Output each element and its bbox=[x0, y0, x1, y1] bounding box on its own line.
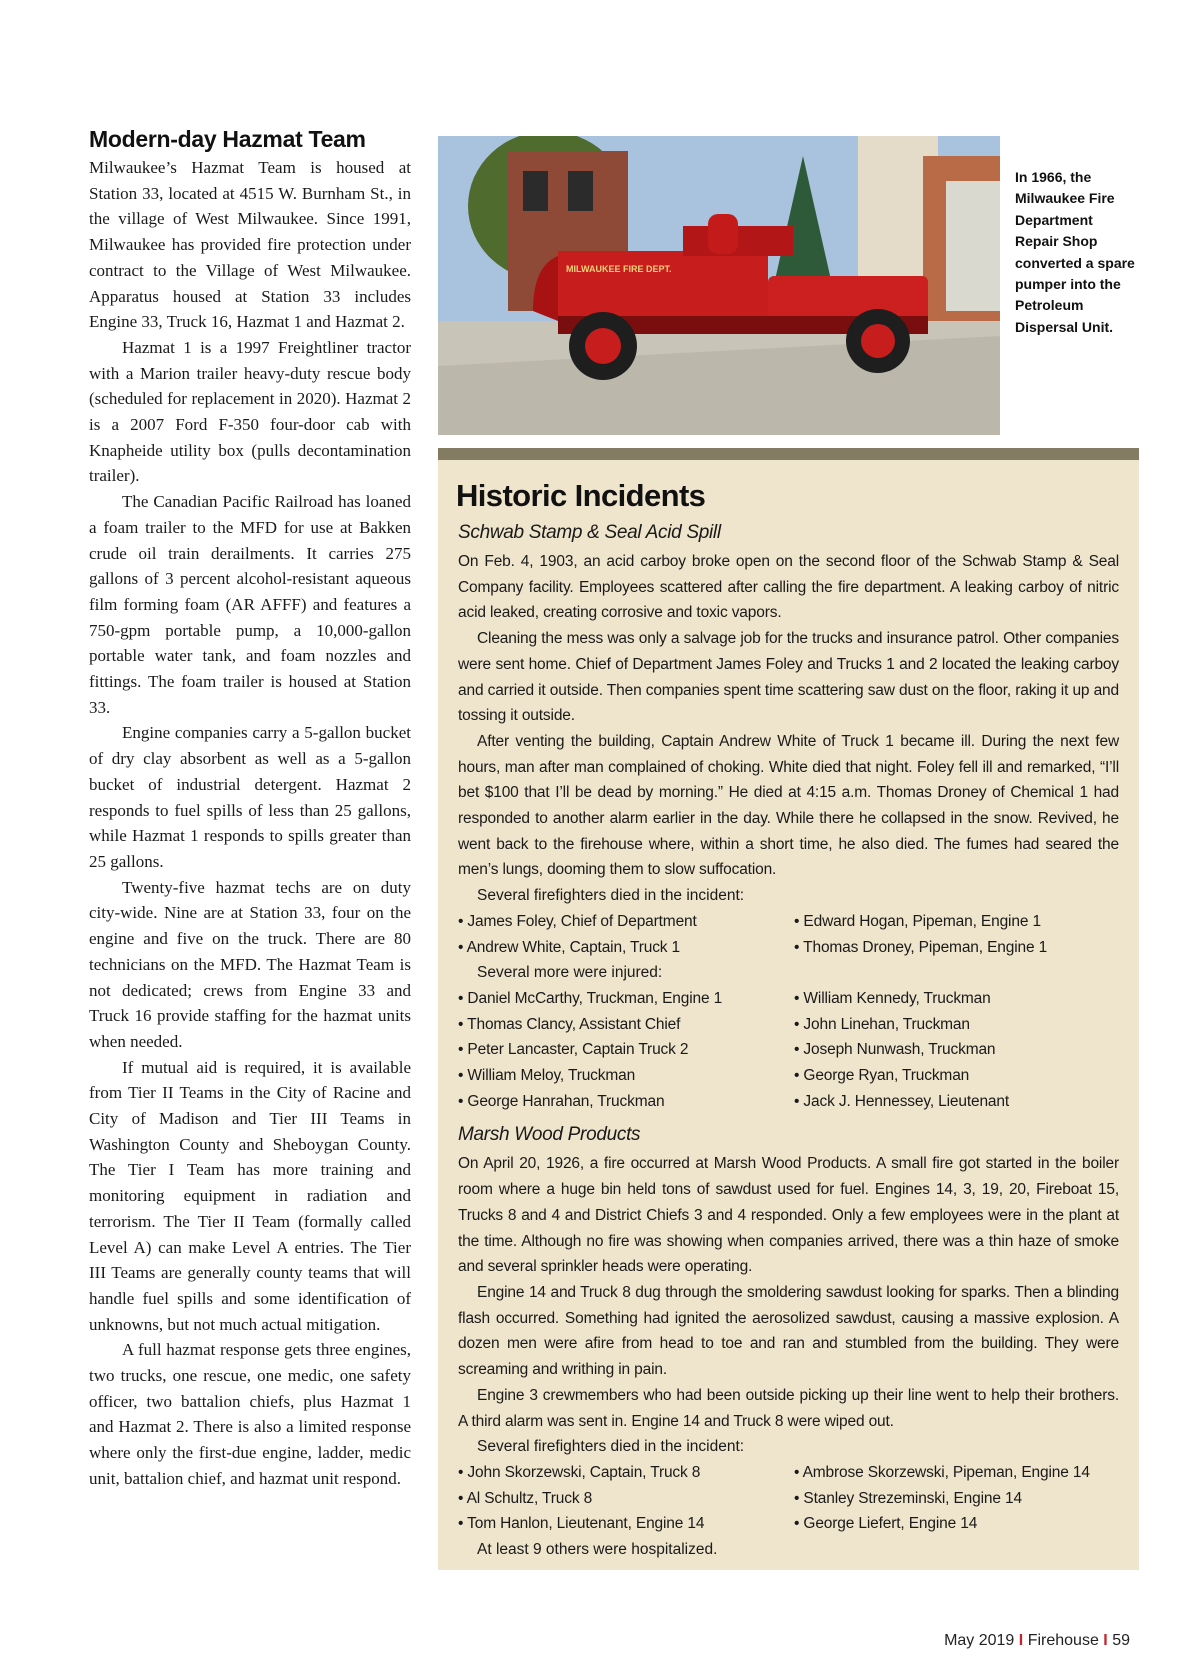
list-item: • George Ryan, Truckman bbox=[794, 1067, 970, 1085]
folio-magazine: Firehouse bbox=[1027, 1632, 1099, 1649]
list-item: • Tom Hanlon, Lieutenant, Engine 14 bbox=[458, 1515, 705, 1533]
page-number: 59 bbox=[1112, 1632, 1130, 1649]
list-item: • Ambrose Skorzewski, Pipeman, Engine 14 bbox=[794, 1463, 1090, 1481]
list-item: • Jack J. Hennessey, Lieutenant bbox=[794, 1092, 1010, 1110]
list-item: • George Liefert, Engine 14 bbox=[794, 1515, 978, 1533]
list-item: • James Foley, Chief of Department bbox=[458, 912, 697, 930]
list-item: • John Linehan, Truckman bbox=[794, 1015, 970, 1033]
casualty-intro: Several firefighters died in the incident: bbox=[477, 1438, 745, 1456]
injured-list bbox=[458, 986, 1119, 1115]
list-item: • Peter Lancaster, Captain Truck 2 bbox=[458, 1041, 689, 1059]
article-paragraph: A full hazmat response gets three engines, two trucks, one rescue, one medic, one safety officer, two battalion chiefs, plus Hazmat 1 and Hazmat 2. There is also a limited response where only the first-due engine, ladder, medic unit, battalion chief, and hazmat unit respond. bbox=[89, 1340, 411, 1488]
article-paragraph: Milwaukee’s Hazmat Team is housed at Station 33, located at 4515 W. Burnham St., in the village of West Milwaukee. Since 1991, Milwaukee has provided fire protection under contract to the Village of West Milwaukee. Apparatus housed at Station 33 includes Engine 33, Truck 16, Hazmat 1 and Hazmat 2. bbox=[89, 158, 411, 332]
folio-separator: I bbox=[1103, 1632, 1108, 1649]
casualty-list bbox=[458, 909, 1119, 960]
incident-heading: Schwab Stamp & Seal Acid Spill bbox=[458, 522, 721, 543]
list-item: • William Meloy, Truckman bbox=[458, 1067, 636, 1085]
left-article bbox=[89, 126, 411, 1492]
list-item: • Thomas Droney, Pipeman, Engine 1 bbox=[794, 938, 1048, 956]
casualty-list bbox=[458, 1460, 1119, 1537]
photo-caption: In 1966, the Milwaukee Fire Department Repair Shop converted a spare pumper into the Petroleum Dispersal Unit. bbox=[1015, 169, 1135, 335]
injured-intro: Several more were injured: bbox=[477, 964, 663, 982]
incident-paragraph: On April 20, 1926, a fire occurred at Marsh Wood Products. A small fire got started in the boiler room where a huge bin held tons of sawdust used for fuel. Engines 14, 3, 19, 20, Fireboat 15, Trucks 8 and 4 and District Chiefs 3 and 4 responded. Only a few employees were in the plant at the time. Although no fire was showing when companies arrived, there was a thin haze of smoke and several sprinkler heads were operating. bbox=[458, 1155, 1119, 1276]
article-paragraph: Hazmat 1 is a 1997 Freightliner tractor with a Marion trailer heavy-duty rescue body (scheduled for replacement in 2020). Hazmat 2 is a 2007 Ford F-350 four-door cab with Knapheide utility box (pulls decontamination trailer). bbox=[89, 337, 411, 486]
list-item: • Stanley Strezeminski, Engine 14 bbox=[794, 1489, 1022, 1507]
incident-paragraph: Engine 14 and Truck 8 dug through the smoldering sawdust looking for sparks. Then a blinding flash occurred. Something had ignited the aerosolized sawdust, causing a massive explosion. A dozen men were afire from head to toe and ran and stumbled from the building. They were screaming and writhing in pain. bbox=[458, 1283, 1119, 1379]
article-paragraph: If mutual aid is required, it is available from Tier II Teams in the City of Racine and City of Madison and Tier III Teams in Washington County and Sheboygan County. The Tier I Team has more training and monitoring equipment in radiation and terrorism. The Tier II Team (formally called Level A) can make Level A entries. The Tier III Teams are generally county teams that will handle fuel spills and some identification of unknowns, but not much actual mitigation. bbox=[89, 1057, 411, 1334]
historic-incidents-sidebar bbox=[438, 448, 1139, 1570]
page-folio bbox=[944, 1632, 1130, 1650]
list-item: • William Kennedy, Truckman bbox=[794, 989, 991, 1007]
fire-truck-illustration bbox=[438, 136, 1000, 435]
incident-paragraph: Cleaning the mess was only a salvage job for the trucks and insurance patrol. Other companies were sent home. Chief of Department James Foley and Trucks 1 and 2 located the leaking carboy and carried it outside. Then companies spent time scattering saw dust on the floor, raking it up and tossing it outside. bbox=[458, 630, 1119, 725]
list-item: • John Skorzewski, Captain, Truck 8 bbox=[458, 1463, 701, 1481]
list-item: • Edward Hogan, Pipeman, Engine 1 bbox=[794, 912, 1041, 930]
incident-heading: Marsh Wood Products bbox=[458, 1124, 641, 1146]
article-paragraph: Engine companies carry a 5-gallon bucket of dry clay absorbent as well as a 5-gallon bucket of industrial detergent. Hazmat 2 responds to fuel spills of less than 25 gallons, while Hazmat 1 responds to spills greater than 25 gallons. bbox=[89, 723, 411, 871]
list-item: • George Hanrahan, Truckman bbox=[458, 1092, 665, 1110]
casualty-intro: Several firefighters died in the incident: bbox=[477, 887, 745, 905]
truck-lettering: MILWAUKEE FIRE DEPT. bbox=[566, 264, 672, 274]
folio-date: May 2019 bbox=[944, 1632, 1015, 1649]
article-heading: Modern-day Hazmat Team bbox=[89, 126, 366, 152]
article-paragraph: Twenty-five hazmat techs are on duty city-wide. Nine are at Station 33, four on the engine and five on the truck. There are 80 technicians on the MFD. The Hazmat Team is not dedicated; crews from Engine 33 and Truck 16 provide staffing for the hazmat units when needed. bbox=[89, 877, 411, 1051]
list-item: • Joseph Nunwash, Truckman bbox=[794, 1041, 996, 1059]
list-item: • Daniel McCarthy, Truckman, Engine 1 bbox=[458, 989, 723, 1007]
fire-truck-photo bbox=[438, 136, 1000, 435]
list-item: • Al Schultz, Truck 8 bbox=[458, 1489, 593, 1507]
list-item: • Andrew White, Captain, Truck 1 bbox=[458, 938, 681, 956]
incident-paragraph: Engine 3 crewmembers who had been outside picking up their line went to help their brothers. A third alarm was sent in. Engine 14 and Truck 8 were wiped out. bbox=[458, 1386, 1119, 1430]
article-paragraph: The Canadian Pacific Railroad has loaned a foam trailer to the MFD for use at Bakken crude oil train derailments. It carries 275 gallons of 3 percent alcohol-resistant aqueous film forming foam (AR AFFF) and features a 750-gpm portable pump, a 10,000-gallon portable water tank, and foam nozzles and fittings. The foam trailer is housed at Station 33. bbox=[89, 492, 411, 717]
incident-paragraph: After venting the building, Captain Andrew White of Truck 1 became ill. During the next few hours, man after man complained of choking. White died that night. Foley fell ill and remarked, “I’ll bet $100 that I’ll be dead by morning.” He died at 4:15 a.m. Thomas Droney of Chemical 1 had responded to another alarm earlier in the day. While there he collapsed in the snow. Revived, he went back to the firehouse where, within a short time, he also died. The fumes had seared the men’s lungs, dooming them to slow suffocation. bbox=[458, 732, 1119, 879]
folio-separator: I bbox=[1018, 1632, 1024, 1649]
incident-paragraph: On Feb. 4, 1903, an acid carboy broke open on the second floor of the Schwab Stamp & Seal Company facility. Employees scattered after calling the fire department. A leaking carboy of nitric acid leaked, creating corrosive and toxic vapors. bbox=[458, 553, 1119, 622]
sidebar-title: Historic Incidents bbox=[456, 478, 706, 513]
list-item: • Thomas Clancy, Assistant Chief bbox=[458, 1015, 681, 1033]
closing-note: At least 9 others were hospitalized. bbox=[477, 1541, 718, 1559]
